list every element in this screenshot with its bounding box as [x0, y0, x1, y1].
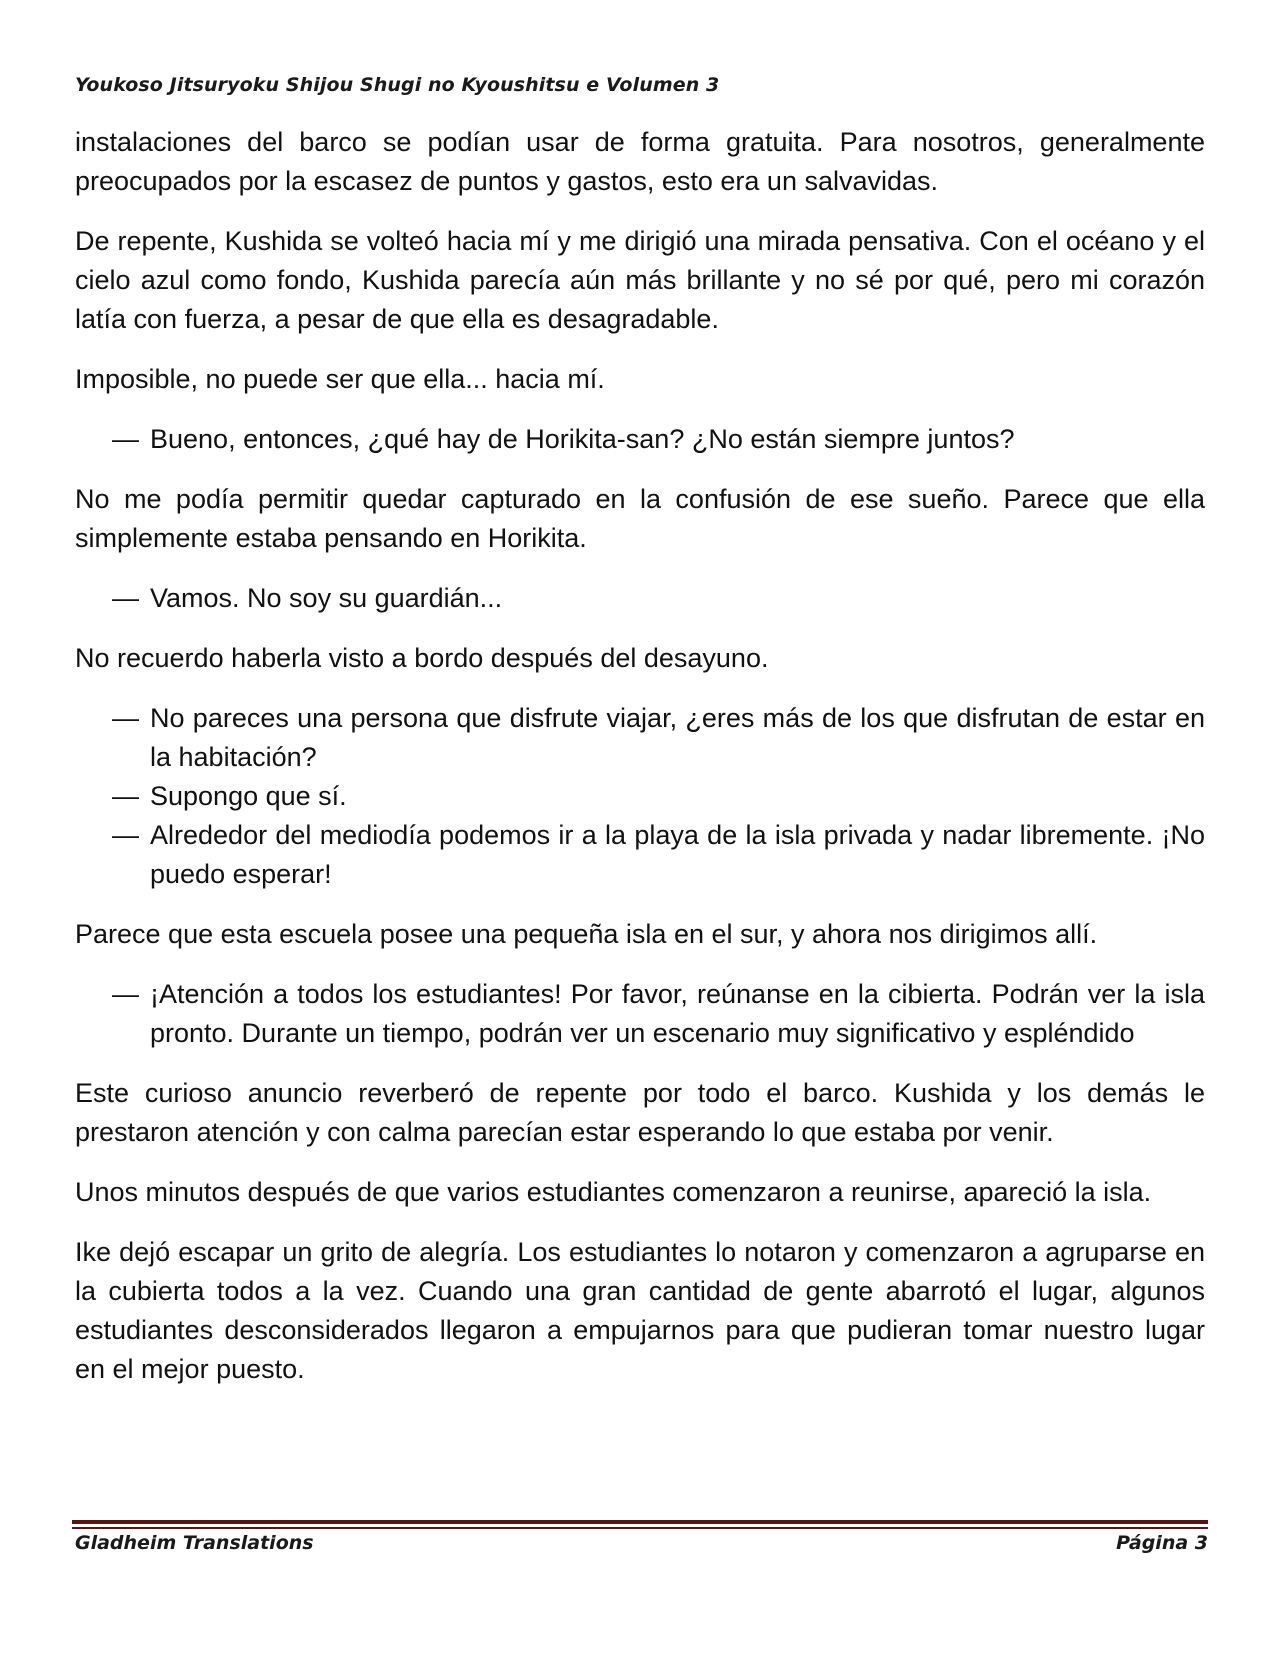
dialogue-block [75, 579, 1205, 618]
footer-divider-thick [72, 1520, 1208, 1524]
dialogue-dash: — [112, 820, 139, 850]
dialogue-dash: — [112, 781, 139, 811]
page-body [75, 123, 1205, 1410]
dialogue-dash: — [112, 424, 139, 454]
dialogue-dash: — [112, 583, 139, 613]
dialogue-block [75, 975, 1205, 1053]
dialogue-dash: — [112, 703, 139, 733]
paragraph: Unos minutos después de que varios estudiantes comenzaron a reunirse, apareció la isla. [75, 1177, 1152, 1207]
dialogue-line [75, 579, 1205, 618]
footer-divider-thin [72, 1527, 1208, 1529]
dialogue-line [75, 420, 1205, 459]
paragraph: De repente, Kushida se volteó hacia mí y me dirigió una mirada pensativa. Con el océano y el cielo azul como fondo, Kushida parecía aún más brillante y no sé por qué, pero mi corazón latía con fuerza, a pesar de que ella es desagradable. [75, 226, 1205, 334]
dialogue-text: No pareces una persona que disfrute viajar, ¿eres más de los que disfrutan de estar en la habitación? [150, 703, 1205, 772]
dialogue-text: Vamos. No soy su guardián... [150, 583, 503, 613]
dialogue-block [75, 699, 1205, 894]
paragraph: Parece que esta escuela posee una pequeña isla en el sur, y ahora nos dirigimos allí. [75, 919, 1098, 949]
dialogue-text: Alrededor del mediodía podemos ir a la playa de la isla privada y nadar libremente. ¡No puedo esperar! [150, 820, 1205, 889]
paragraph: No recuerdo haberla visto a bordo después del desayuno. [75, 643, 769, 673]
paragraph: Imposible, no puede ser que ella... hacia mí. [75, 364, 605, 394]
dialogue-line [75, 777, 1205, 816]
paragraph: Este curioso anuncio reverberó de repente por todo el barco. Kushida y los demás le prestaron atención y con calma parecían estar esperando lo que estaba por venir. [75, 1078, 1205, 1147]
dialogue-dash: — [112, 979, 139, 1009]
dialogue-block [75, 420, 1205, 459]
footer-translator-credit: Gladheim Translations [75, 1532, 314, 1554]
dialogue-line [75, 975, 1205, 1053]
dialogue-text: Supongo que sí. [150, 781, 347, 811]
dialogue-line [75, 699, 1205, 777]
running-header-title: Youkoso Jitsuryoku Shijou Shugi no Kyoushitsu e Volumen 3 [75, 74, 720, 96]
dialogue-text: Bueno, entonces, ¿qué hay de Horikita-san? ¿No están siempre juntos? [150, 424, 1015, 454]
dialogue-text: ¡Atención a todos los estudiantes! Por favor, reúnanse en la cibierta. Podrán ver la isla pronto. Durante un tiempo, podrán ver un escenario muy significativo y espléndido [150, 979, 1205, 1048]
paragraph: instalaciones del barco se podían usar de forma gratuita. Para nosotros, generalmente preocupados por la escasez de puntos y gastos, esto era un salvavidas. [75, 127, 1205, 196]
footer-page-number: Página 3 [1116, 1532, 1208, 1554]
dialogue-line [75, 816, 1205, 894]
paragraph: No me podía permitir quedar capturado en la confusión de ese sueño. Parece que ella simplemente estaba pensando en Horikita. [75, 484, 1205, 553]
paragraph: Ike dejó escapar un grito de alegría. Los estudiantes lo notaron y comenzaron a agruparse en la cubierta todos a la vez. Cuando una gran cantidad de gente abarrotó el lugar, algunos estudiantes desconsiderados llegaron a empujarnos para que pudieran tomar nuestro lugar en el mejor puesto. [75, 1237, 1205, 1384]
